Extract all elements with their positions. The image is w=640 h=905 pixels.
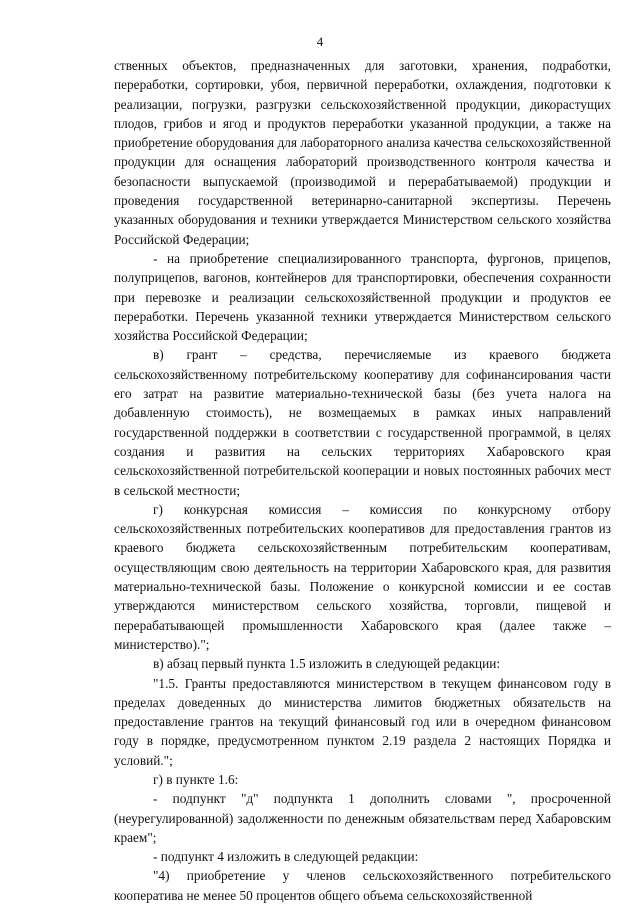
paragraph-grant-definition: в) грант – средства, перечисляемые из краевого бюджета сельскохозяйственному потребительскому кооперативу для софинансирования части его затрат на развитие материально-технической базы (без учета налога на добавленную стоимость), не возмещаемых в рамках иных направлений государственной поддержки в соответствии с государственной программой, в целях создания и развития на сельских территориях Хабаровского края сельскохозяйственной потребительской кооперации и новых постоянных рабочих мест в сельской местности; (114, 347, 611, 498)
paragraph-amend-1-5: в) абзац первый пункта 1.5 изложить в следующей редакции: (153, 656, 501, 672)
page-number: 4 (316, 34, 324, 49)
paragraph-clause-1-5: "1.5. Гранты предоставляются министерством в текущем финансовом году в пределах доведенных до министерства лимитов бюджетных обязательств на предоставление грантов на текущий финансовый год или в очередном финансовом году в порядке, предусмотренном пунктом 2.19 раздела 2 настоящих Порядка и условий."; (114, 675, 611, 768)
document-body (114, 56, 611, 905)
paragraph-subclause-4: - подпункт 4 изложить в следующей редакции: (153, 849, 419, 865)
paragraph-continuation: ственных объектов, предназначенных для заготовки, хранения, подработки, переработки, сортировки, убоя, первичной переработки, охлаждения, подготовки к реализации, погрузки, разгрузки сельскохозяйственной продукции, дикорастущих плодов, грибов и ягод и продуктов переработки указанной продукции, а также на приобретение оборудования для лабораторного анализа качества сельскохозяйственной продукции для оснащения лабораторий производственного контроля качества и безопасности выпускаемой (производимой и перерабатываемой) продукции и проведения государственной ветеринарно-санитарной экспертизы. Перечень указанных оборудования и техники утверждается Министерством сельского хозяйства Российской Федерации; (114, 58, 611, 247)
paragraph-clause-4-text: "4) приобретение у членов сельскохозяйственного потребительского кооператива не менее 50 процентов общего объема сельскохозяйственной (114, 868, 611, 903)
paragraph-subclause-d: - подпункт "д" подпункта 1 дополнить словами ", просроченной (неурегулированной) задолженности по денежным обязательствам перед Хабаровским краем"; (114, 791, 611, 845)
paragraph-amend-1-6: г) в пункте 1.6: (153, 771, 239, 787)
paragraph-transport: - на приобретение специализированного транспорта, фургонов, прицепов, полуприцепов, вагонов, контейнеров для транспортировки, обеспечения сохранности при перевозке и реализации сельскохозяйственной продукции и продуктов ее переработки. Перечень указанной техники утверждается Министерством сельского хозяйства Российской Федерации; (114, 250, 611, 344)
paragraph-commission-definition: г) конкурсная комиссия – комиссия по конкурсному отбору сельскохозяйственных потребительских кооперативов для предоставления грантов из краевого бюджета сельскохозяйственным потребительским кооперативам, осуществляющим свою деятельность на территории Хабаровского края, для развития материально-технической базы. Положение о конкурсной комиссии и ее состав утверждаются министерством сельского хозяйства, торговли, пищевой и перерабатывающей промышленности Хабаровского края (далее также – министерство)."; (114, 501, 611, 652)
